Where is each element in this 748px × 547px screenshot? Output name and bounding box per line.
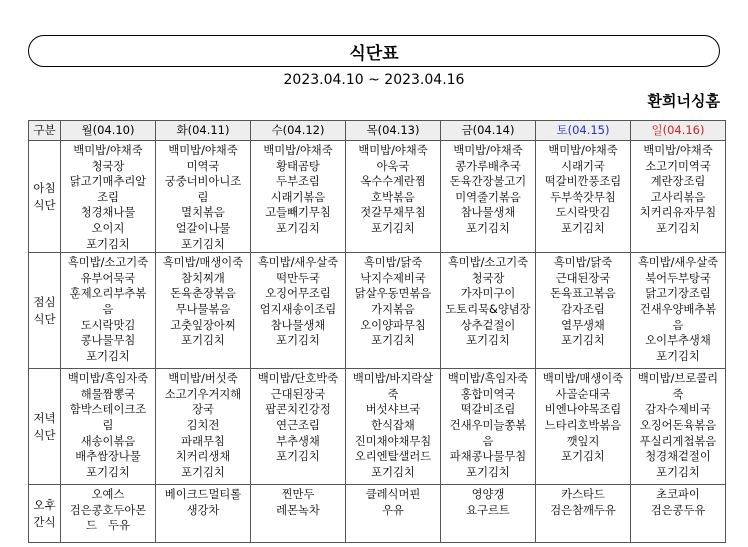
menu-item: 베이크드멀티롤 [164, 488, 242, 502]
meal-label-line: 점심 [33, 294, 56, 309]
menu-item: 궁중너비아니조 [164, 175, 242, 189]
menu-item: 떡만두국 [276, 271, 320, 285]
menu-item: 황태곰탕 [276, 159, 320, 173]
menu-item: 근대된장국 [555, 271, 611, 285]
menu-cell-lunch-mon [61, 253, 156, 369]
menu-item: 고들빼기무침 [265, 206, 331, 220]
menu-item: 레몬녹차 [276, 503, 320, 517]
meal-label-line: 저녁 [33, 410, 56, 425]
menu-item: 음 [482, 434, 494, 448]
menu-item: 드 두유 [85, 519, 131, 533]
menu-item: 파래무침 [181, 434, 225, 448]
menu-item: 닭고기매추리알 [69, 175, 147, 189]
menu-item: 오징어돈육볶음 [639, 418, 717, 432]
menu-item: 호박볶음 [371, 190, 415, 204]
menu-item: 함박스테이크조 [69, 403, 147, 417]
menu-item: 젓갈무채무침 [360, 206, 426, 220]
menu-item: 건새우미늘쫑볶 [449, 418, 527, 432]
menu-item: 무나물볶음 [175, 302, 231, 316]
menu-item: 포기김치 [86, 465, 130, 479]
menu-item: 참치찌개 [181, 271, 225, 285]
menu-item: 오이지 [91, 221, 125, 235]
menu-item: 가지볶음 [371, 302, 415, 316]
menu-item: 부추생채 [276, 434, 320, 448]
menu-item: 느타리호박볶음 [544, 418, 622, 432]
menu-item: 연근조림 [276, 418, 320, 432]
menu-item: 음 [102, 302, 114, 316]
menu-item: 건새우양배추볶 [639, 302, 717, 316]
meal-label-dinner [29, 369, 61, 485]
menu-cell-dinner-mon [61, 369, 156, 485]
menu-item: 오이부추생채 [645, 334, 711, 348]
meal-label-line: 간식 [33, 514, 56, 529]
menu-item: 청경채나물 [80, 206, 136, 220]
menu-item: 검은참깨두유 [550, 503, 616, 517]
menu-cell-lunch-sat [536, 253, 631, 369]
menu-item: 북어두부탕국 [645, 271, 711, 285]
page-title [28, 35, 720, 67]
menu-cell-breakfast-mon [61, 141, 156, 253]
menu-item: 도시락맛김 [80, 318, 136, 332]
meal-label-line: 식단 [33, 197, 56, 212]
menu-item: 파채콩나물무침 [449, 450, 527, 464]
menu-item: 포기김치 [276, 334, 320, 348]
menu-item: 두부조림 [276, 175, 320, 189]
menu-item: 옥수수계란찜 [360, 175, 426, 189]
menu-item: 오징어무조림 [265, 287, 331, 301]
menu-item: 초코파이 [656, 488, 700, 502]
meal-label-line: 식단 [33, 311, 56, 326]
menu-item: 훈제오리부추볶 [69, 287, 147, 301]
menu-cell-lunch-fri [441, 253, 536, 369]
menu-item: 닭살우동면볶음 [354, 287, 432, 301]
menu-item: 포기김치 [371, 465, 415, 479]
menu-cell-snack-sun [631, 485, 726, 543]
menu-item: 검은콩두유 [650, 503, 706, 517]
meal-label-breakfast [29, 141, 61, 253]
menu-item: 유부어묵국 [80, 271, 136, 285]
menu-item: 백미밥/야채죽 [548, 144, 618, 157]
menu-item: 엄지새송이조림 [259, 302, 337, 316]
menu-item: 흑미밥/매생이죽 [162, 256, 244, 270]
menu-item: 시래기국 [561, 159, 605, 173]
menu-item: 상추겉절이 [460, 318, 516, 332]
menu-item: 청경채겉절이 [645, 450, 711, 464]
header-day-fri: 금(04.14) [441, 121, 536, 141]
meal-row-lunch [29, 253, 726, 369]
menu-item: 흑미밥/소고기죽 [67, 256, 149, 270]
menu-item: 흑미밥/새우살죽 [637, 256, 719, 270]
organization-name: 환희너싱홈 [647, 92, 720, 110]
menu-item: 클레식머핀 [365, 488, 421, 502]
menu-item: 백미밥/야채죽 [453, 144, 523, 157]
date-range: 2023.04.10 ~ 2023.04.16 [283, 72, 465, 88]
menu-item: 소고기우거지해 [164, 387, 242, 401]
menu-item: 우유 [382, 503, 404, 517]
menu-item: 카스타드 [561, 488, 605, 502]
menu-cell-snack-tue [156, 485, 251, 543]
menu-item: 깻잎지 [566, 434, 600, 448]
menu-item: 포기김치 [466, 465, 510, 479]
menu-item: 포기김치 [276, 450, 320, 464]
menu-item: 포기김치 [86, 349, 130, 363]
menu-cell-dinner-fri [441, 369, 536, 485]
menu-item: 포기김치 [371, 221, 415, 235]
menu-item: 근대된장국 [270, 387, 326, 401]
menu-item: 흑미밥/닭죽 [553, 256, 613, 270]
menu-cell-snack-mon [61, 485, 156, 543]
menu-item: 백미밥/야채죽 [73, 144, 143, 157]
header-day-tue: 화(04.11) [156, 121, 251, 141]
meal-plan-table [28, 120, 726, 543]
menu-item: 오이양파무침 [360, 318, 426, 332]
menu-cell-breakfast-wed [251, 141, 346, 253]
menu-item: 포기김치 [561, 221, 605, 235]
header-day-wed: 수(04.12) [251, 121, 346, 141]
meal-label-line: 식단 [33, 427, 56, 442]
page-title-text: 식단표 [349, 43, 399, 64]
menu-item: 한식잡채 [371, 418, 415, 432]
menu-cell-lunch-thu [346, 253, 441, 369]
menu-item: 진미채야채무침 [354, 434, 432, 448]
menu-item: 떡갈비조림 [460, 403, 516, 417]
menu-item: 포기김치 [561, 334, 605, 348]
meal-label-lunch [29, 253, 61, 369]
menu-item: 계란장조림 [650, 175, 706, 189]
menu-item: 참나물생채 [270, 318, 326, 332]
menu-item: 소고기미역국 [645, 159, 711, 173]
menu-item: 조림 [97, 190, 119, 204]
menu-item: 푸실리게첩볶음 [639, 434, 717, 448]
menu-item: 치커리유자무침 [639, 206, 717, 220]
header-day-thu: 목(04.13) [346, 121, 441, 141]
menu-item: 오리엔탈샐러드 [354, 450, 432, 464]
header-day-sat: 토(04.15) [536, 121, 631, 141]
menu-item: 포기김치 [656, 465, 700, 479]
menu-item: 음 [672, 318, 684, 332]
menu-cell-dinner-thu [346, 369, 441, 485]
menu-item: 도시락맛김 [555, 206, 611, 220]
menu-item: 백미밥/매생이죽 [542, 372, 624, 386]
menu-cell-dinner-wed [251, 369, 346, 485]
menu-item: 치커리생채 [175, 450, 231, 464]
menu-item: 열무생채 [561, 318, 605, 332]
header-category: 구분 [29, 121, 61, 141]
meal-label-line: 오후 [33, 497, 56, 512]
menu-item: 떡갈비깐풍조림 [544, 175, 622, 189]
menu-item: 시래기볶음 [270, 190, 326, 204]
menu-item: 아욱국 [376, 159, 410, 173]
menu-item: 흑미밥/소고기죽 [447, 256, 529, 270]
menu-item: 가자미구이 [460, 287, 516, 301]
menu-item: 콩가루배추국 [455, 159, 521, 173]
menu-item: 멸치볶음 [181, 206, 225, 220]
menu-item: 미역국 [186, 159, 220, 173]
menu-item: 림 [102, 418, 114, 432]
menu-item: 포기김치 [466, 334, 510, 348]
menu-item: 포기김치 [276, 221, 320, 235]
menu-item: 죽 [672, 387, 684, 401]
menu-item: 사골순대국 [555, 387, 611, 401]
menu-cell-breakfast-sat [536, 141, 631, 253]
menu-item: 찐만두 [281, 488, 315, 502]
menu-cell-breakfast-tue [156, 141, 251, 253]
menu-item: 미역줄기볶음 [455, 190, 521, 204]
menu-item: 포기김치 [656, 221, 700, 235]
menu-item: 배추쌈장나물 [75, 450, 141, 464]
menu-item: 백미밥/야채죽 [358, 144, 428, 157]
menu-item: 백미밥/단호박죽 [257, 372, 339, 386]
menu-item: 새송이볶음 [80, 434, 136, 448]
menu-item: 포기김치 [86, 237, 130, 251]
menu-item: 돈육춘장볶음 [170, 287, 236, 301]
menu-item: 버섯샤브국 [365, 403, 421, 417]
menu-item: 백미밥/브로콜리 [637, 372, 719, 386]
menu-item: 김치전 [186, 418, 220, 432]
menu-item: 백미밥/바지락살 [352, 372, 434, 386]
menu-item: 비엔나야목조림 [544, 403, 622, 417]
menu-item: 포기김치 [181, 465, 225, 479]
menu-item: 낙지수제비국 [360, 271, 426, 285]
menu-cell-breakfast-fri [441, 141, 536, 253]
menu-item: 포기김치 [371, 334, 415, 348]
header-row [29, 121, 726, 141]
menu-item: 고춧잎장아찌 [170, 318, 236, 332]
menu-item: 포기김치 [181, 237, 225, 251]
menu-item: 흑미밥/새우살죽 [257, 256, 339, 270]
menu-item: 백미밥/야채죽 [643, 144, 713, 157]
menu-item: 참나물생채 [460, 206, 516, 220]
menu-item: 콩나물무침 [80, 334, 136, 348]
menu-item: 생강차 [186, 503, 220, 517]
menu-cell-lunch-wed [251, 253, 346, 369]
menu-item: 영양갱 [471, 488, 505, 502]
meal-row-dinner [29, 369, 726, 485]
menu-item: 림 [197, 190, 209, 204]
menu-cell-lunch-sun [631, 253, 726, 369]
menu-item: 포기김치 [656, 349, 700, 363]
menu-cell-snack-sat [536, 485, 631, 543]
menu-item: 포기김치 [466, 221, 510, 235]
menu-cell-lunch-tue [156, 253, 251, 369]
menu-cell-snack-thu [346, 485, 441, 543]
meal-label-line: 아침 [33, 180, 56, 195]
menu-item: 감자조림 [561, 302, 605, 316]
menu-item: 백미밥/야채죽 [263, 144, 333, 157]
menu-item: 포기김치 [181, 334, 225, 348]
menu-item: 닭고기장조림 [645, 287, 711, 301]
menu-item: 얼갈이나물 [175, 221, 231, 235]
menu-item: 해물짬뽕국 [80, 387, 136, 401]
menu-item: 오예스 [91, 488, 125, 502]
header-day-mon: 월(04.10) [61, 121, 156, 141]
menu-item: 검은콩호두아몬 [69, 503, 147, 517]
menu-item: 요구르트 [466, 503, 510, 517]
menu-item: 포기김치 [561, 450, 605, 464]
menu-item: 감자수제비국 [645, 403, 711, 417]
meal-label-snack [29, 485, 61, 543]
menu-item: 장국 [192, 403, 214, 417]
menu-cell-dinner-sun [631, 369, 726, 485]
menu-item: 흑미밥/닭죽 [363, 256, 423, 270]
menu-item: 돈육간장불고기 [449, 175, 527, 189]
menu-cell-dinner-tue [156, 369, 251, 485]
menu-item: 돈육표고볶음 [550, 287, 616, 301]
menu-cell-breakfast-sun [631, 141, 726, 253]
menu-item: 백미밥/야채죽 [168, 144, 238, 157]
menu-cell-breakfast-thu [346, 141, 441, 253]
menu-item: 백미밥/버섯죽 [168, 372, 238, 386]
header-day-sun: 일(04.16) [631, 121, 726, 141]
menu-item: 죽 [387, 387, 399, 401]
menu-item: 고사리볶음 [650, 190, 706, 204]
meal-row-breakfast [29, 141, 726, 253]
menu-cell-snack-wed [251, 485, 346, 543]
menu-cell-snack-fri [441, 485, 536, 543]
menu-item: 도토리묵&양념장 [445, 302, 531, 316]
menu-item: 청국장 [91, 159, 125, 173]
menu-cell-dinner-sat [536, 369, 631, 485]
menu-item: 백미밥/흑임자죽 [67, 372, 149, 386]
menu-item: 백미밥/흑임자죽 [447, 372, 529, 386]
meal-row-snack [29, 485, 726, 543]
menu-item: 청국장 [471, 271, 505, 285]
menu-item: 홍합미역국 [460, 387, 516, 401]
menu-item: 두부쑥갓무침 [550, 190, 616, 204]
menu-item: 팝콘치킨강정 [265, 403, 331, 417]
